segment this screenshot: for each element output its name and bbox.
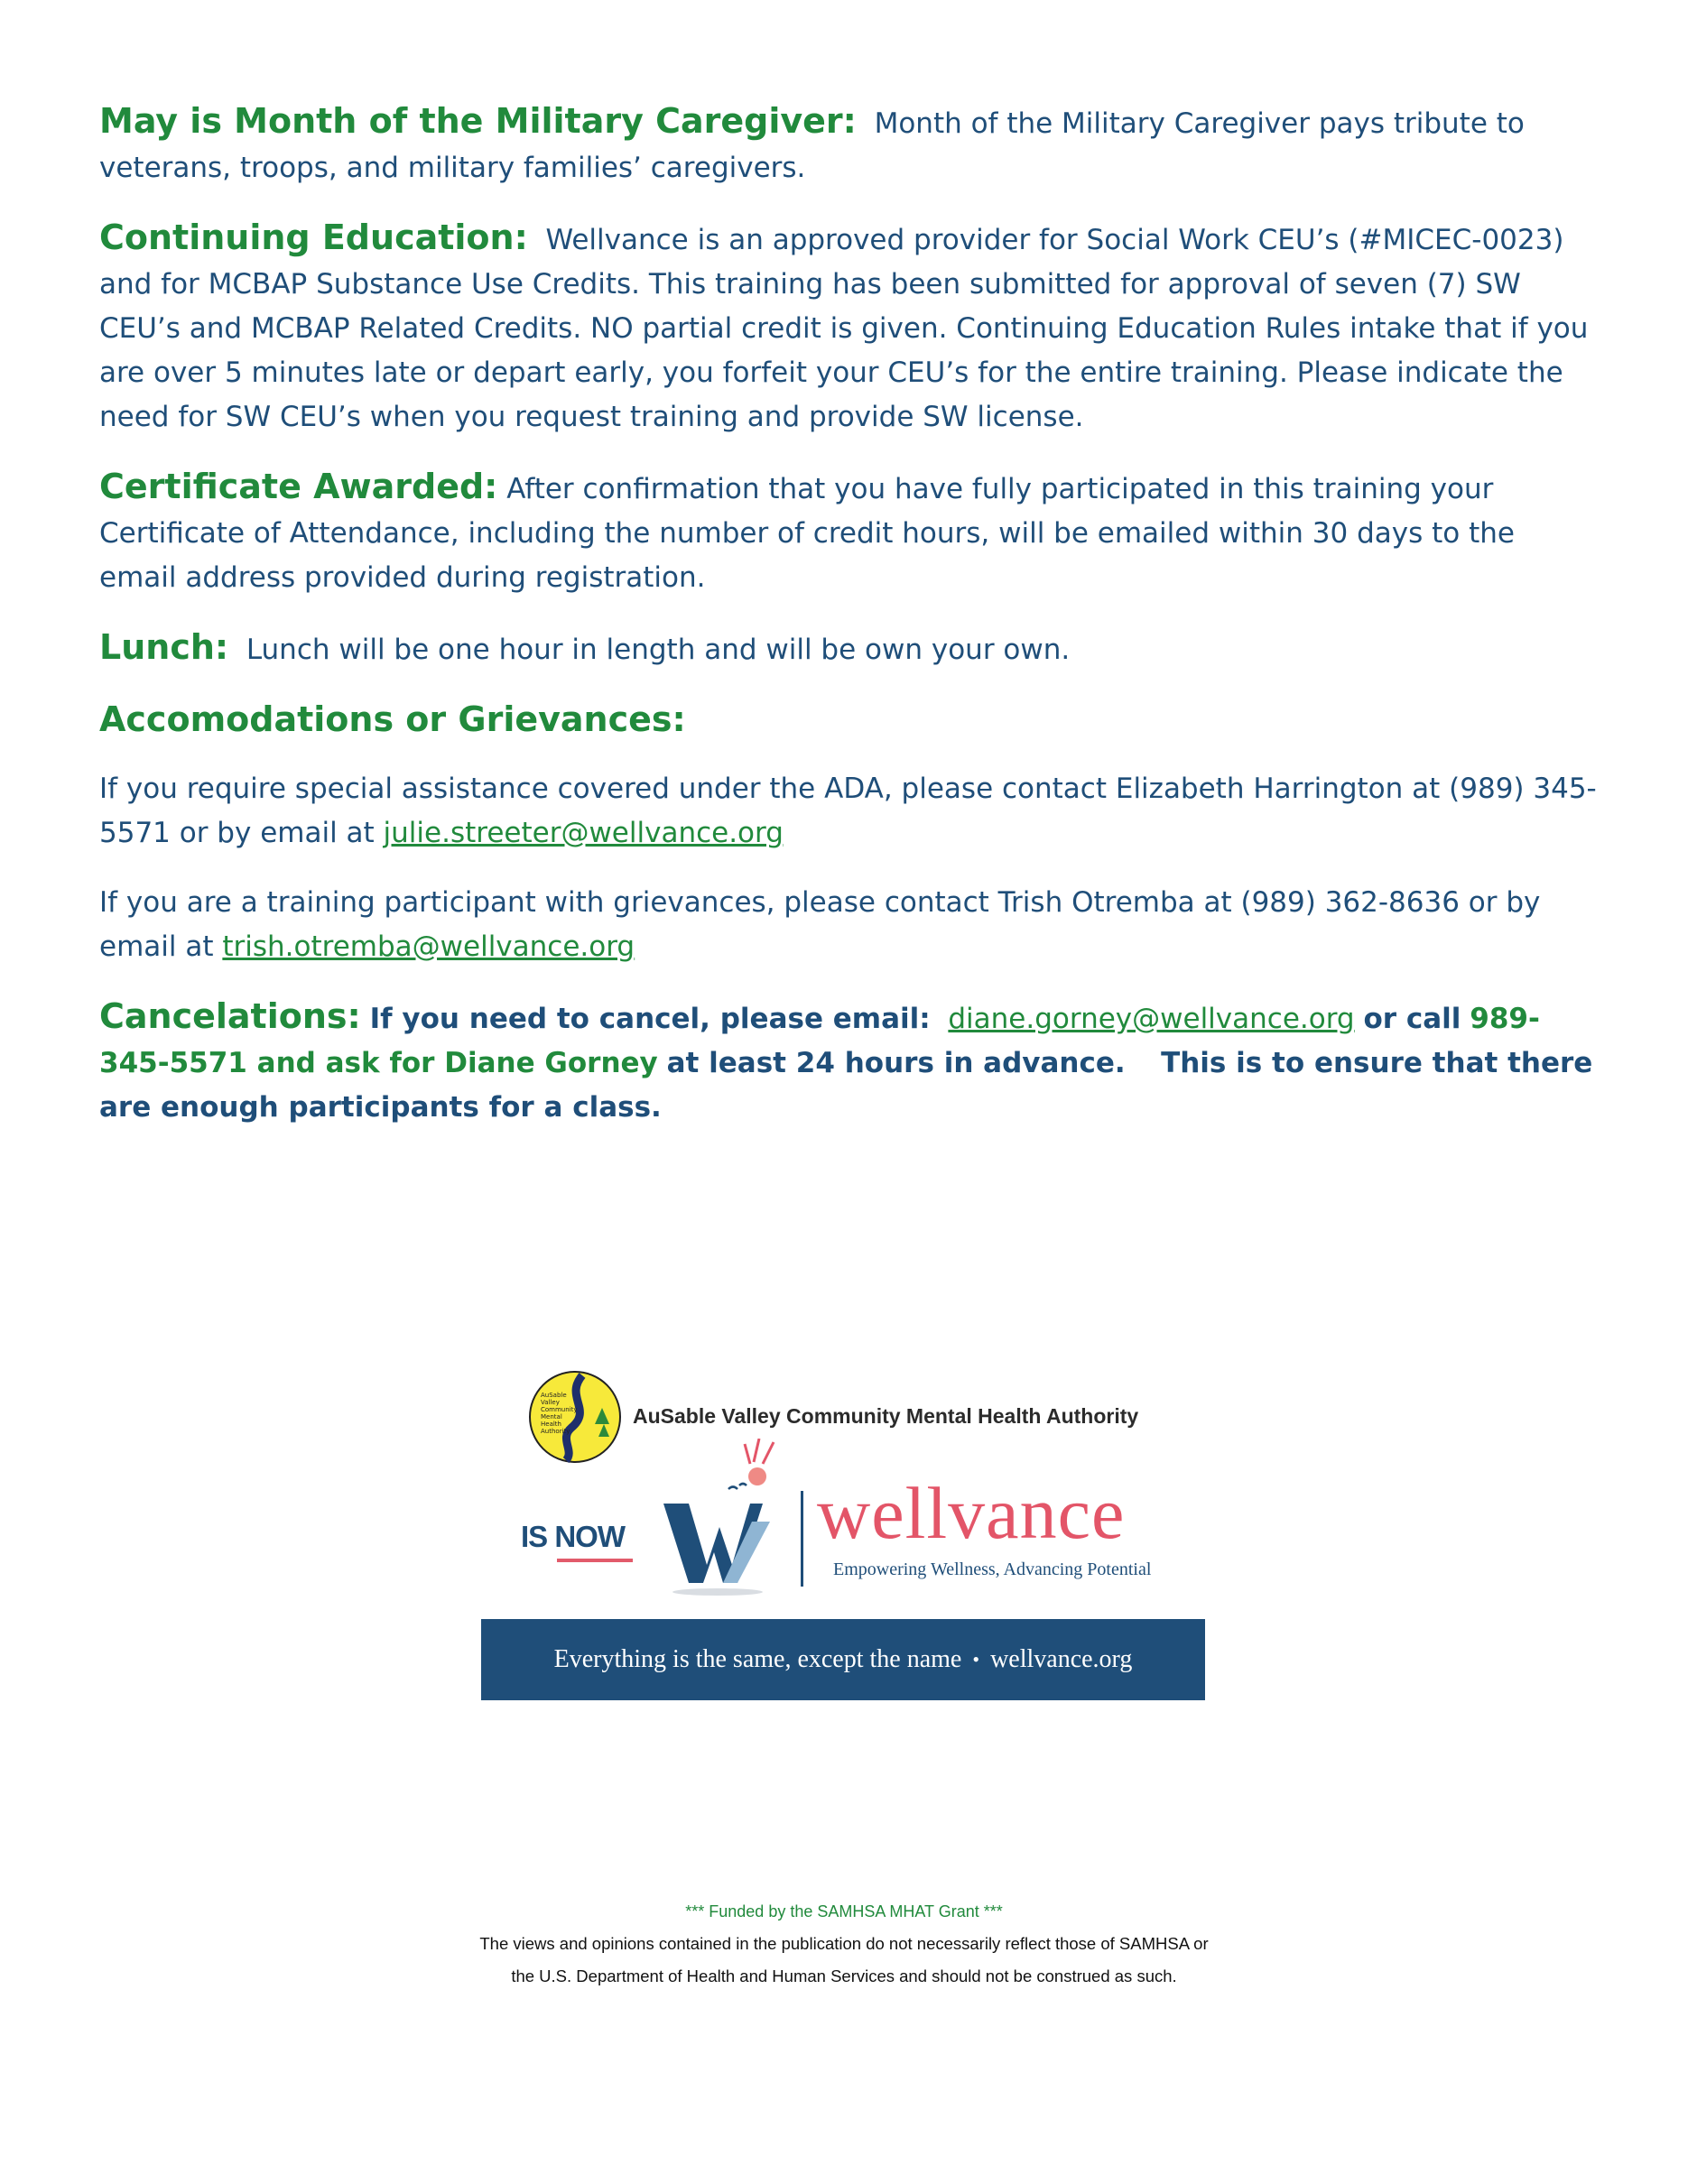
cancelation-section: [99, 995, 1598, 1130]
military-caregiver-text: Month of the Military Caregiver pays tribute to veterans, troops, and military families’ caregivers.: [99, 107, 1525, 184]
wellvance-wordmark: wellvance: [817, 1472, 1126, 1554]
cancelation-lead: If you need to cancel, please email:: [369, 1003, 931, 1035]
cancelation-advance: at least 24 hours in advance.: [666, 1047, 1126, 1079]
logo-divider: [801, 1491, 803, 1587]
cancelation-heading: Cancelations:: [99, 996, 361, 1036]
certificate-heading: Certificate Awarded:: [99, 467, 498, 506]
wellvance-tagline: Empowering Wellness, Advancing Potential: [833, 1559, 1152, 1579]
funding-note: *** Funded by the SAMHSA MHAT Grant ***: [685, 1902, 1003, 1920]
wellvance-rebrand-logo: [481, 1339, 1205, 1700]
seal-text-4: Mental: [541, 1413, 562, 1421]
lunch-text: Lunch will be one hour in length and will be own your own.: [246, 634, 1071, 666]
seal-text-6: Authority: [541, 1428, 570, 1435]
military-caregiver-section: [99, 99, 1598, 190]
seal-text-5: Health: [541, 1421, 561, 1428]
lunch-section: [99, 625, 1598, 672]
ausable-seal-icon: [528, 1370, 622, 1464]
cancelation-call-text: or call: [1363, 1003, 1461, 1035]
accommodations-heading: Accomodations or Grievances:: [99, 699, 686, 739]
is-now-label: IS NOW: [521, 1520, 625, 1553]
banner-website: wellvance.org: [990, 1645, 1133, 1673]
grievance-paragraph: [99, 881, 1598, 969]
seal-text-1: AuSable: [541, 1392, 567, 1399]
wellvance-w-mark-icon: [662, 1439, 788, 1596]
continuing-education-text: Wellvance is an approved provider for Social Work CEU’s (#MICEC-0023) and for MCBAP Substance Use Credits. This training has been submitted for approval of seven (7) SW CEU’s and MCBAP Related Credits. NO partial credit is given. Continuing Education Rules intake that if you are over 5 minutes late or depart early, you forfeit your CEU’s for the entire training. Please indicate the need for SW CEU’s when you request training and provide SW license.: [99, 224, 1589, 433]
banner-slogan: Everything is the same, except the name: [553, 1645, 962, 1673]
banner-separator: •: [972, 1648, 980, 1670]
continuing-education-heading: Continuing Education:: [99, 217, 528, 257]
document-body: [99, 99, 1598, 1155]
certificate-text: After confirmation that you have fully participated in this training your Certificate of Attendance, including the number of credit hours, will be emailed within 30 days to the email address provided during registration.: [99, 473, 1515, 594]
is-now-underline: [557, 1559, 633, 1562]
disclaimer-line-1: The views and opinions contained in the publication do not necessarily reflect those of SAMHSA or: [479, 1934, 1209, 1953]
logo-bottom-banner: [481, 1619, 1205, 1700]
lunch-heading: Lunch:: [99, 627, 229, 667]
certificate-section: [99, 465, 1598, 600]
grievance-email-link[interactable]: trish.otremba@wellvance.org: [222, 930, 635, 963]
seal-text-3: Community: [541, 1406, 578, 1413]
continuing-education-section: [99, 216, 1598, 440]
disclaimer-line-2: the U.S. Department of Health and Human Services and should not be construed as such.: [511, 1967, 1177, 1985]
ada-email-link[interactable]: julie.streeter@wellvance.org: [383, 817, 784, 849]
seal-text-2: Valley: [541, 1399, 560, 1406]
cancelation-email-link[interactable]: diane.gorney@wellvance.org: [948, 1003, 1355, 1035]
grievance-text: If you are a training participant with grievances, please contact Trish Otremba at (989) 362-8636 or by email at: [99, 886, 1541, 963]
cancelation-phone: 989-345-5571 and ask for Diane Gorney: [99, 1003, 1540, 1079]
ada-text: If you require special assistance covered under the ADA, please contact Elizabeth Harrington at (989) 345-5571 or by email at: [99, 773, 1597, 849]
cancelation-ensure: This is to ensure that there are enough participants for a class.: [99, 1047, 1593, 1124]
logo-top-panel: [481, 1339, 1205, 1619]
military-caregiver-heading: May is Month of the Military Caregiver:: [99, 101, 857, 141]
ada-paragraph: [99, 767, 1598, 856]
org-name: AuSable Valley Community Mental Health Authority: [633, 1404, 1139, 1428]
